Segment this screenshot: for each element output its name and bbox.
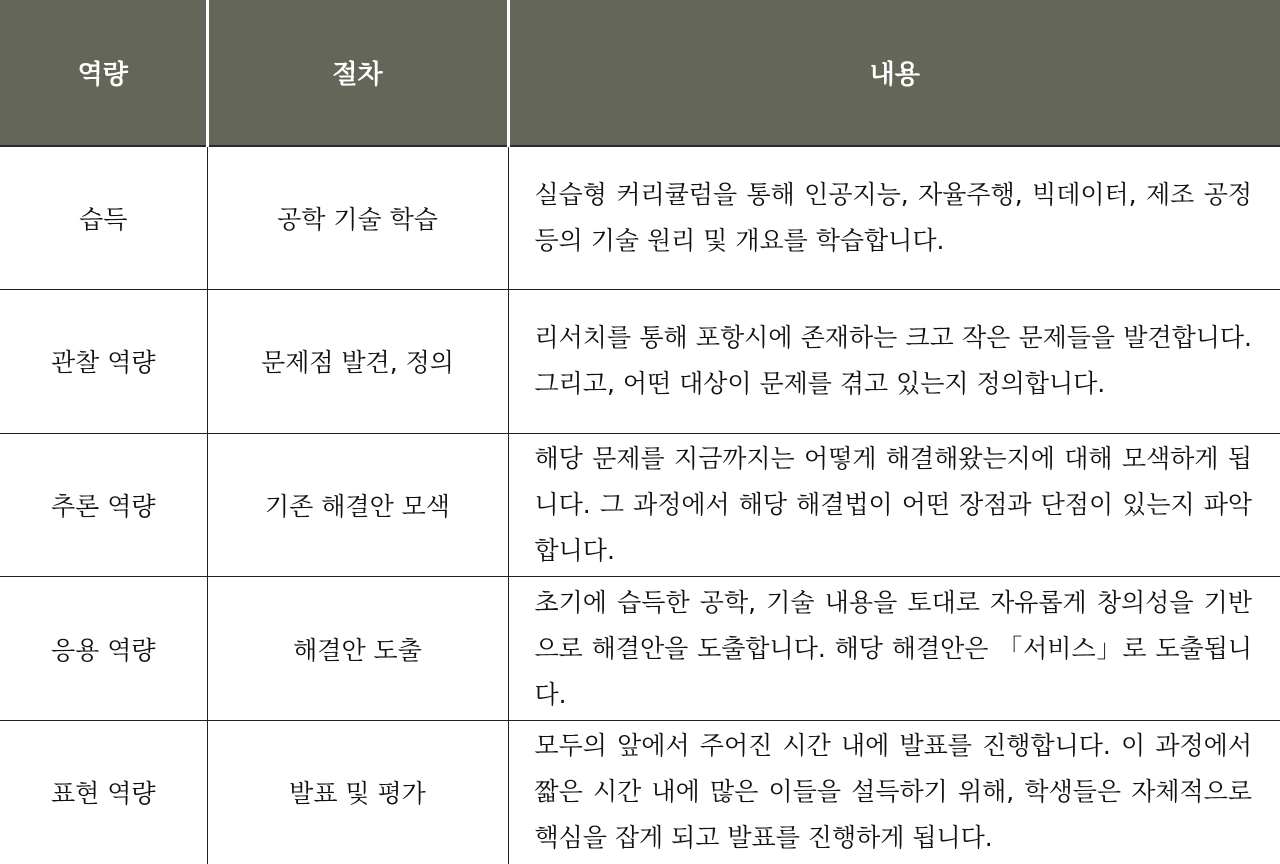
content-cell: 초기에 습득한 공학, 기술 내용을 토대로 자유롭게 창의성을 기반으로 해결안을 도출합니다. 해당 해결안은 「서비스」로 도출됩니다.	[508, 577, 1280, 721]
content-cell: 실습형 커리큘럼을 통해 인공지능, 자율주행, 빅데이터, 제조 공정 등의 기술 원리 및 개요를 학습합니다.	[508, 146, 1280, 290]
header-procedure: 절차	[207, 0, 508, 146]
table-row	[0, 146, 1280, 290]
header-content: 내용	[508, 0, 1280, 146]
header-competency: 역량	[0, 0, 207, 146]
procedure-cell: 해결안 도출	[207, 577, 508, 721]
table-row	[0, 577, 1280, 721]
table-row	[0, 433, 1280, 577]
procedure-cell: 문제점 발견, 정의	[207, 290, 508, 434]
procedure-cell: 발표 및 평가	[207, 720, 508, 864]
procedure-cell: 공학 기술 학습	[207, 146, 508, 290]
content-cell: 리서치를 통해 포항시에 존재하는 크고 작은 문제들을 발견합니다. 그리고, 어떤 대상이 문제를 겪고 있는지 정의합니다.	[508, 290, 1280, 434]
procedure-cell: 기존 해결안 모색	[207, 433, 508, 577]
table-row	[0, 290, 1280, 434]
competency-cell: 표현 역량	[0, 720, 207, 864]
table-row	[0, 720, 1280, 864]
header-row	[0, 0, 1280, 146]
competency-cell: 관찰 역량	[0, 290, 207, 434]
table-body	[0, 146, 1280, 864]
competency-cell: 추론 역량	[0, 433, 207, 577]
competency-cell: 응용 역량	[0, 577, 207, 721]
content-cell: 모두의 앞에서 주어진 시간 내에 발표를 진행합니다. 이 과정에서 짧은 시간 내에 많은 이들을 설득하기 위해, 학생들은 자체적으로 핵심을 잡게 되고 발표를 진행하게 됩니다.	[508, 720, 1280, 864]
competency-cell: 습득	[0, 146, 207, 290]
table-header	[0, 0, 1280, 146]
content-cell: 해당 문제를 지금까지는 어떻게 해결해왔는지에 대해 모색하게 됩니다. 그 과정에서 해당 해결법이 어떤 장점과 단점이 있는지 파악합니다.	[508, 433, 1280, 577]
